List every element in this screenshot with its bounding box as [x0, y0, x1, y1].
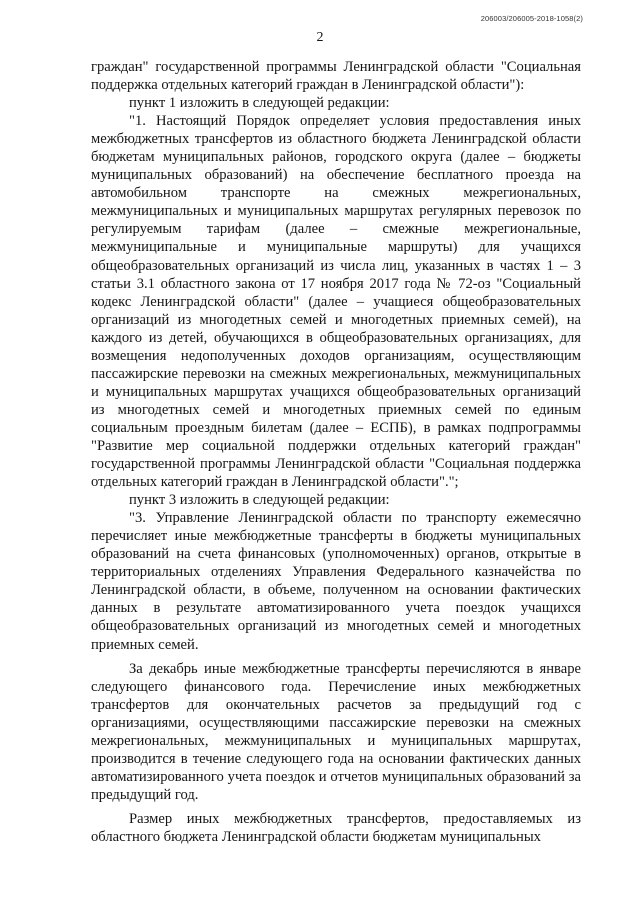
document-code: 206003/206005-2018-1058(2)	[480, 14, 583, 23]
paragraph-amount: Размер иных межбюджетных трансфертов, предоставляемых из областного бюджета Ленинградской области бюджетам муниципальных	[91, 810, 581, 845]
paragraph-point-1-text: "1. Настоящий Порядок определяет условия предоставления иных межбюджетных трансфертов из областного бюджета Ленинградской области бюджетам муниципальных районов, городского округа (далее – бюджеты муниципальных образований) на обеспечение бесплатного проезда на автомобильном транспорте на смежных межрегиональных, межмуниципальных и муниципальных маршрутах регулярных перевозок по регулируемым тарифам (далее – смежные межрегиональные, межмуниципальные и муниципальные маршруты) для учащихся общеобразовательных организаций из числа лиц, указанных в частях 1 – 3 статьи 3.1 областного закона от 17 ноября 2017 года № 72-оз "Социальный кодекс Ленинградской области" (далее – учащиеся общеобразовательных организаций из многодетных семей и многодетных приемных семей), на каждого из детей, обучающихся в общеобразовательных организациях, для возмещения недополученных доходов организациям, осуществляющим пассажирские перевозки на смежных межрегиональных, межмуниципальных и муниципальных маршрутах учащихся общеобразовательных организаций из многодетных семей и многодетных приемных семей по единым социальным проездным билетам (далее – ЕСПБ), в рамках подпрограммы "Развитие мер социальной поддержки отдельных категорий граждан" государственной программы Ленинградской области "Социальная поддержка отдельных категорий граждан в Ленинградской области".";	[91, 113, 581, 491]
paragraph-point-3-intro: пункт 3 изложить в следующей редакции:	[129, 492, 390, 509]
paragraph-december: За декабрь иные межбюджетные трансферты перечисляются в январе следующего финансового года. Перечисление иных межбюджетных трансфертов для окончательных расчетов за предыдущий год с организациями, осуществляющими пассажирские перевозки на смежных межрегиональных, межмуниципальных и муниципальных маршрутах, производится в течение следующего года на основании фактических данных автоматизированного учета поездок и отчетов муниципальных образований за предыдущий год.	[91, 660, 581, 803]
paragraph-point-3-text: "3. Управление Ленинградской области по транспорту ежемесячно перечисляет иные межбюджетные трансферты в бюджеты муниципальных образований на счета финансовых (уполномоченных) органов, открытые в территориальных отделениях Управления Федерального казначейства по Ленинградской области, в объеме, полученном на основании фактических данных в результате автоматизированного учета поездок учащихся общеобразовательных организаций из многодетных семей и многодетных приемных семей.	[91, 510, 581, 653]
page-number: 2	[316, 30, 324, 45]
paragraph-continuation: граждан" государственной программы Ленинградской области "Социальная поддержка отдельных категорий граждан в Ленинградской области"):	[91, 59, 581, 94]
paragraph-point-1-intro: пункт 1 изложить в следующей редакции:	[129, 95, 390, 112]
document-body	[91, 58, 581, 846]
